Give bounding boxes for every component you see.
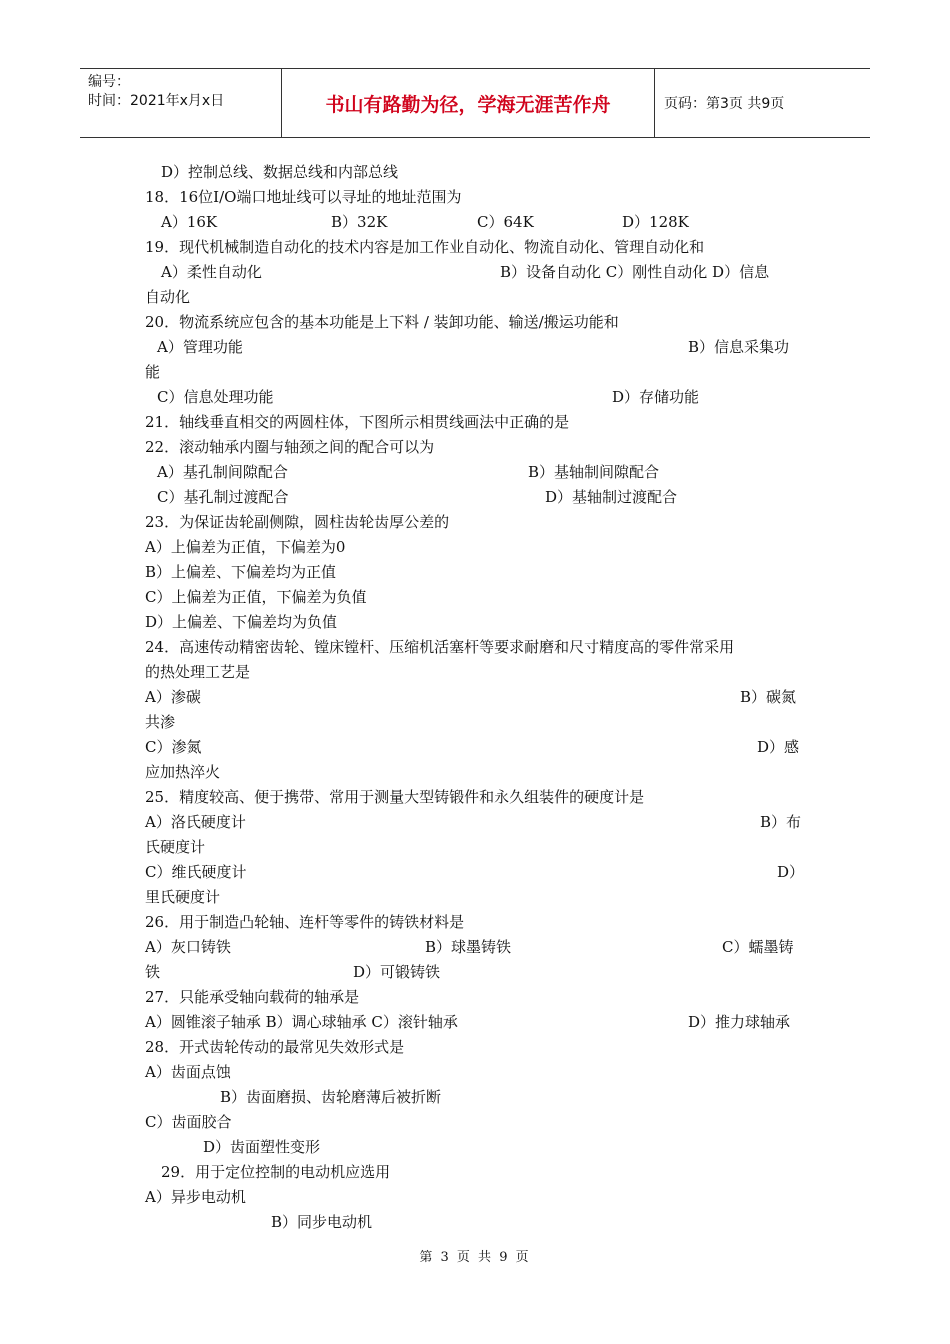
option-d: D）推力球轴承 (688, 1013, 791, 1031)
option-line (145, 810, 807, 835)
option-c: C）上偏差为正值，下偏差为负值 (145, 588, 367, 606)
option-d: D） (777, 863, 805, 881)
option-b: B）同步电动机 (271, 1213, 373, 1231)
option-d: D）感 (757, 738, 800, 756)
option-line (145, 560, 807, 585)
option-line (145, 535, 807, 560)
question-text: 19．现代机械制造自动化的技术内容是加工作业自动化、物流自动化、管理自动化和 (145, 238, 705, 256)
option-c: C）渗氮 (145, 738, 202, 756)
option-line (145, 1210, 807, 1235)
question-text: 的热处理工艺是 (145, 663, 251, 681)
question-text: 27．只能承受轴向载荷的轴承是 (145, 988, 360, 1006)
option-text: 自动化 (145, 288, 191, 306)
option-line (145, 735, 807, 760)
option-line (145, 335, 807, 360)
option-a: A）上偏差为正值，下偏差为0 (145, 538, 346, 556)
option-text: 里氏硬度计 (145, 888, 221, 906)
option-text: D）控制总线、数据总线和内部总线 (161, 163, 399, 181)
question-text: 29．用于定位控制的电动机应选用 (161, 1163, 391, 1181)
option-d: D）128K (622, 213, 689, 231)
header-meta-cell (80, 69, 282, 137)
question-text: 18．16位I/O端口地址线可以寻址的地址范围为 (145, 188, 462, 206)
option-line (145, 1010, 807, 1035)
question-line (145, 785, 807, 810)
option-b: B）32K (331, 213, 388, 231)
option-a: A）灰口铸铁 (145, 938, 231, 956)
option-a: A）16K (161, 213, 218, 231)
question-line (145, 435, 807, 460)
option-abc: A）圆锥滚子轴承 B）调心球轴承 C）滚针轴承 (145, 1013, 458, 1031)
document-code-label: 编号： (88, 74, 130, 90)
question-line (145, 185, 807, 210)
question-line (145, 310, 807, 335)
option-continuation (145, 885, 807, 910)
option-b: B）基轴制间隙配合 (528, 463, 660, 481)
option-line (145, 960, 807, 985)
option-continuation (145, 360, 807, 385)
option-c: C）维氏硬度计 (145, 863, 247, 881)
option-a: A）洛氏硬度计 (145, 813, 246, 831)
option-b: B）球墨铸铁 (425, 938, 512, 956)
option-line (145, 1060, 807, 1085)
option-b: B）上偏差、下偏差均为正值 (145, 563, 337, 581)
question-line (145, 985, 807, 1010)
question-line (145, 635, 807, 660)
option-d: D）齿面塑性变形 (203, 1138, 321, 1156)
option-b: B）齿面磨损、齿轮磨薄后被折断 (220, 1088, 442, 1106)
option-c: C）蠕墨铸 (722, 938, 794, 956)
option-line (145, 685, 807, 710)
option-b: B）碳氮 (740, 688, 797, 706)
question-text: 24．高速传动精密齿轮、镗床镗杆、压缩机活塞杆等要求耐磨和尺寸精度高的零件常采用 (145, 638, 735, 656)
header-motto: 书山有路勤为径，学海无涯苦作舟 (282, 69, 655, 137)
question-line (145, 910, 807, 935)
header-page-number: 页码：第3页 共9页 (664, 96, 785, 112)
question-line (145, 1160, 807, 1185)
question-line (145, 410, 807, 435)
option-line (145, 260, 807, 285)
question-text: 20．物流系统应包含的基本功能是上下料 / 装卸功能、输送/搬运功能和 (145, 313, 619, 331)
option-text: 氏硬度计 (145, 838, 206, 856)
option-a: A）渗碳 (145, 688, 201, 706)
option-line (145, 1135, 807, 1160)
option-line (145, 1185, 807, 1210)
option-line (145, 610, 807, 635)
option-b: B）布 (760, 813, 802, 831)
option-continuation (145, 835, 807, 860)
question-text: 21．轴线垂直相交的两圆柱体，下图所示相贯线画法中正确的是 (145, 413, 570, 431)
option-line (145, 1085, 807, 1110)
document-time-label: 时间：2021年x月x日 (88, 93, 225, 109)
option-line (145, 585, 807, 610)
option-line (145, 1110, 807, 1135)
option-continuation (145, 760, 807, 785)
option-continuation (145, 710, 807, 735)
question-line (145, 235, 807, 260)
option-c: C）信息处理功能 (157, 388, 274, 406)
option-text: 能 (145, 363, 161, 381)
option-continuation (145, 285, 807, 310)
question-line (145, 510, 807, 535)
option-a: A）齿面点蚀 (145, 1063, 231, 1081)
option-a: A）柔性自动化 (161, 263, 262, 281)
option-line (145, 160, 807, 185)
option-text: 应加热淬火 (145, 763, 221, 781)
option-line (145, 860, 807, 885)
option-line (145, 210, 807, 235)
option-line (145, 485, 807, 510)
option-a: A）基孔制间隙配合 (157, 463, 288, 481)
question-continuation (145, 660, 807, 685)
page-header (80, 68, 870, 138)
option-b: B）信息采集功 (688, 338, 790, 356)
question-text: 28．开式齿轮传动的最常见失效形式是 (145, 1038, 405, 1056)
option-c: C）64K (477, 213, 534, 231)
option-continuation: 铁 (145, 963, 161, 981)
question-text: 23．为保证齿轮副侧隙，圆柱齿轮齿厚公差的 (145, 513, 450, 531)
question-text: 25．精度较高、便于携带、常用于测量大型铸锻件和永久组装件的硬度计是 (145, 788, 645, 806)
option-a: A）管理功能 (157, 338, 243, 356)
question-line (145, 1035, 807, 1060)
option-bcd: B）设备自动化 C）刚性自动化 D）信息 (500, 263, 770, 281)
option-line (145, 935, 807, 960)
option-c: C）齿面胶合 (145, 1113, 232, 1131)
question-text: 22．滚动轴承内圈与轴颈之间的配合可以为 (145, 438, 435, 456)
question-body (145, 160, 807, 1235)
page-footer: 第 3 页 共 9 页 (419, 1250, 531, 1265)
option-line (145, 385, 807, 410)
option-text: 共渗 (145, 713, 176, 731)
option-d: D）可锻铸铁 (353, 963, 441, 981)
option-a: A）异步电动机 (145, 1188, 246, 1206)
question-text: 26．用于制造凸轮轴、连杆等零件的铸铁材料是 (145, 913, 465, 931)
option-line (145, 460, 807, 485)
option-d: D）上偏差、下偏差均为负值 (145, 613, 338, 631)
option-d: D）存储功能 (612, 388, 700, 406)
option-d: D）基轴制过渡配合 (545, 488, 678, 506)
option-c: C）基孔制过渡配合 (157, 488, 289, 506)
